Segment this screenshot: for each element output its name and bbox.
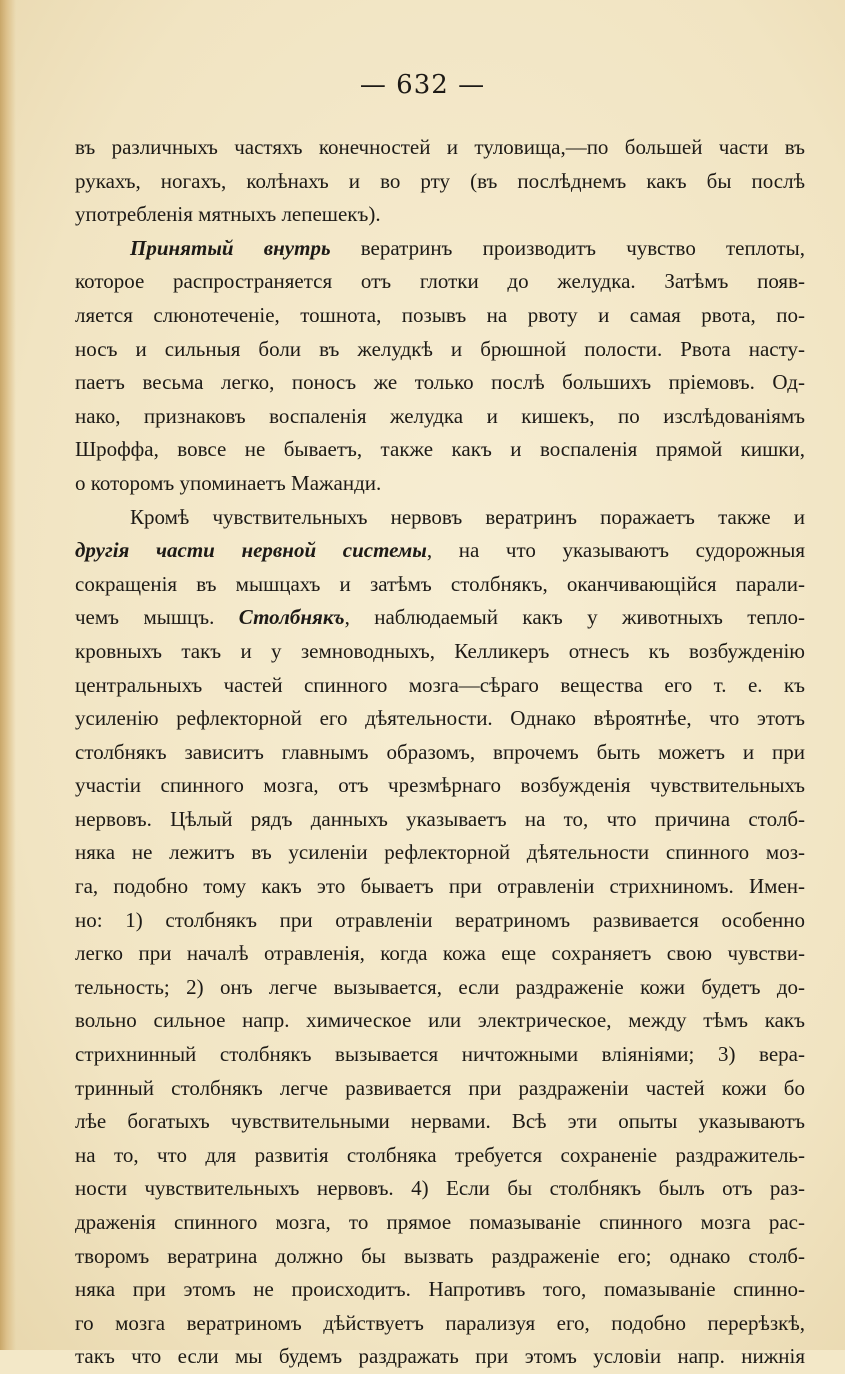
text-line [75, 635, 805, 669]
text-run: стрихнинный столбнякъ вызывается ничтожными вліяніями; 3) вера- [75, 1042, 805, 1067]
text-run: го мозга вератриномъ дѣйствуетъ парализуя его, подобно перерѣзкѣ, [75, 1310, 805, 1335]
text-run: паетъ весьма легко, поносъ же только послѣ большихъ пріемовъ. Од- [75, 370, 805, 395]
text-line [75, 265, 805, 299]
emphasized-text: Столбнякъ [238, 605, 345, 630]
text-run: тельность; 2) онъ легче вызывается, если раздраженіе кожи будетъ до- [75, 974, 805, 999]
text-run: га, подобно тому какъ это бываетъ при отравленіи стрихниномъ. Имен- [75, 874, 805, 899]
text-run: лѣе богатыхъ чувствительными нервами. Всѣ эти опыты указываютъ [75, 1109, 805, 1134]
text-line [75, 904, 805, 938]
text-line [75, 433, 805, 467]
text-run: кровныхъ такъ и у земноводныхъ, Келликеръ отнесъ къ возбужденію [75, 638, 805, 663]
text-line [75, 165, 805, 199]
text-line [75, 1172, 805, 1206]
text-line [75, 669, 805, 703]
page-number: — 632 — [359, 70, 486, 100]
text-line [75, 971, 805, 1005]
text-run: въ различныхъ частяхъ конечностей и туловища,—по большей части въ [75, 135, 805, 159]
text-run: участіи спинного мозга, отъ чрезмѣрнаго возбужденія чувствительныхъ [75, 773, 805, 798]
text-run: сокращенія въ мышцахъ и затѣмъ столбнякъ, оканчивающійся парали- [75, 571, 805, 596]
text-run: тринный столбнякъ легче развивается при раздраженіи частей кожи бо [75, 1075, 805, 1100]
text-run: употребленія мятныхъ лепешекъ). [75, 202, 381, 227]
text-run: ляется слюнотеченіе, тошнота, позывъ на рвоту и самая рвота, по- [75, 302, 805, 327]
text-line [75, 568, 805, 602]
text-run: чемъ мышцъ. [75, 605, 239, 630]
text-run: нервовъ. Цѣлый рядъ данныхъ указываетъ на то, что причина столб- [75, 806, 805, 831]
text-run: центральныхъ частей спинного мозга—сѣраго вещества его т. е. къ [75, 672, 805, 697]
text-line [75, 1273, 805, 1307]
body-text [75, 131, 805, 1374]
text-run: , на что указываютъ судорожныя [426, 538, 805, 563]
text-run: нако, признаковъ воспаленія желудка и кишекъ, по изслѣдованіямъ [75, 403, 805, 428]
text-line [75, 1072, 805, 1106]
text-run: Кромѣ чувствительныхъ нервовъ вератринъ поражаетъ также и [130, 504, 805, 529]
text-run: столбнякъ зависитъ главнымъ образомъ, впрочемъ быть можетъ и при [75, 739, 805, 764]
text-line [75, 702, 805, 736]
text-line [75, 467, 805, 501]
text-line [75, 333, 805, 367]
text-line [75, 400, 805, 434]
text-line [75, 299, 805, 333]
page-binding-edge [0, 0, 16, 1350]
text-line [75, 198, 805, 232]
text-line [75, 836, 805, 870]
text-line [75, 534, 805, 568]
text-line [75, 769, 805, 803]
text-run: Шроффа, вовсе не бываетъ, также какъ и воспаленія прямой кишки, [75, 437, 805, 462]
text-line [75, 1240, 805, 1274]
text-line [75, 232, 805, 266]
text-line [75, 366, 805, 400]
text-line [75, 1206, 805, 1240]
text-line [75, 736, 805, 770]
text-run: на то, что для развитія столбняка требуется сохраненіе раздражитель- [75, 1142, 805, 1167]
text-line [75, 601, 805, 635]
text-line [75, 937, 805, 971]
text-run: рукахъ, ногахъ, колѣнахъ и во рту (въ послѣднемъ какъ бы послѣ [75, 168, 805, 193]
text-run: , наблюдаемый какъ у животныхъ тепло- [344, 605, 805, 630]
text-line [75, 870, 805, 904]
text-run: но: 1) столбнякъ при отравленіи вератриномъ развивается особенно [75, 907, 805, 932]
emphasized-text: другія части нервной системы [75, 538, 427, 563]
text-run: о которомъ упоминаетъ Мажанди. [75, 470, 382, 495]
text-run: усиленію рефлекторной его дѣятельности. Однако вѣроятнѣе, что этотъ [75, 706, 805, 731]
text-line [75, 131, 805, 165]
text-run: такъ что если мы будемъ раздражать при этомъ условіи напр. нижнія [75, 1344, 805, 1369]
text-run: легко при началѣ отравленія, когда кожа еще сохраняетъ свою чувстви- [75, 941, 805, 966]
text-line [75, 1307, 805, 1341]
text-line [75, 1004, 805, 1038]
text-line [75, 1139, 805, 1173]
text-run: няка не лежитъ въ усиленіи рефлекторной дѣятельности спинного моз- [75, 840, 805, 865]
text-run: вольно сильное напр. химическое или электрическое, между тѣмъ какъ [75, 1008, 805, 1033]
text-run: ности чувствительныхъ нервовъ. 4) Если бы столбнякъ былъ отъ раз- [75, 1176, 805, 1201]
text-line [75, 1038, 805, 1072]
text-run: няка при этомъ не происходитъ. Напротивъ того, помазываніе спинно- [75, 1277, 805, 1302]
text-run: вератринъ производитъ чувство теплоты, [330, 235, 805, 260]
text-run: носъ и сильныя боли въ желудкѣ и брюшной полости. Рвота насту- [75, 336, 805, 361]
emphasized-text: Принятый внутрь [130, 235, 331, 260]
text-line [75, 803, 805, 837]
text-line [75, 1105, 805, 1139]
text-line [75, 501, 805, 535]
text-run: драженія спинного мозга, то прямое помазываніе спинного мозга рас- [75, 1210, 805, 1234]
text-run: которое распространяется отъ глотки до желудка. Затѣмъ появ- [75, 269, 805, 294]
text-line [75, 1340, 805, 1374]
text-run: творомъ вератрина должно бы вызвать раздраженіе его; однако столб- [75, 1243, 805, 1268]
